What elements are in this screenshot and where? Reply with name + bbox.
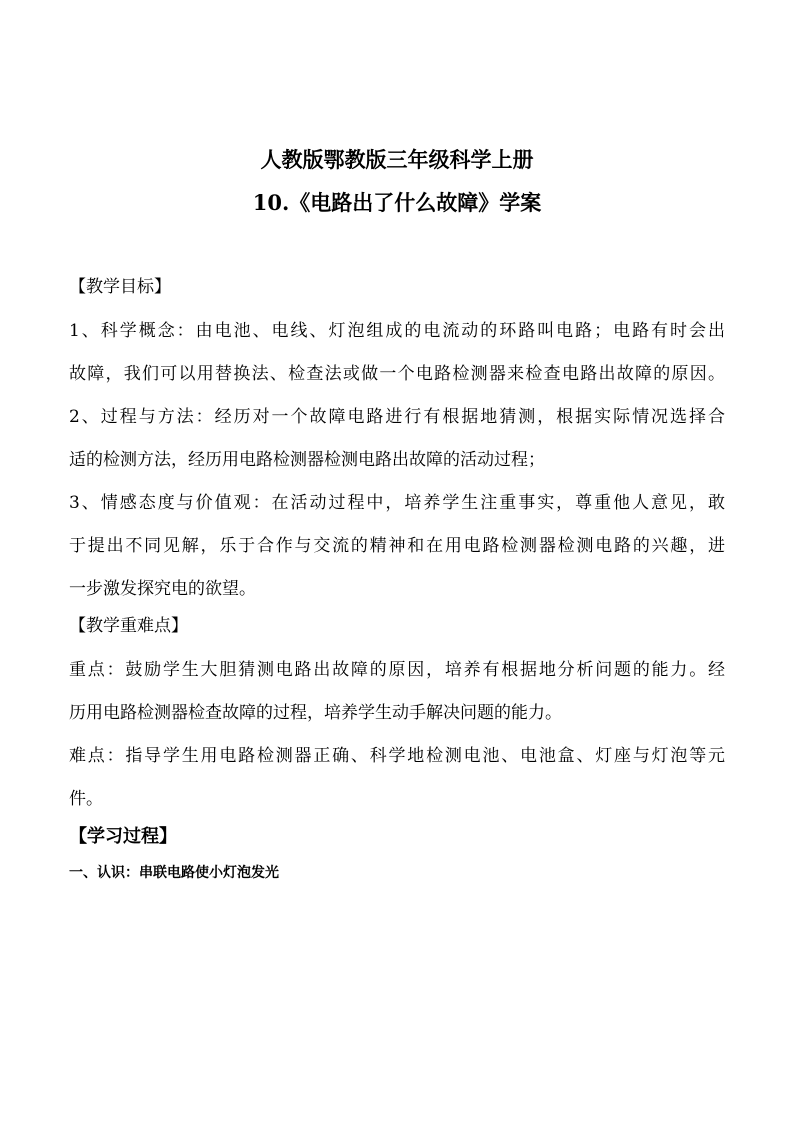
process-heading: 【学习过程】	[69, 826, 177, 847]
objectives-line: 于提出不同见解，乐于合作与交流的精神和在用电路检测器检测电路的兴趣，进	[69, 536, 725, 556]
objectives-line: 1、科学概念：由电池、电线、灯泡组成的电流动的环路叫电路；电路有时会出	[69, 321, 725, 341]
objectives-heading: 【教学目标】	[69, 277, 171, 297]
objectives-line: 一步激发探究电的欲望。	[69, 579, 256, 599]
objectives-line: 3、情感态度与价值观：在活动过程中，培养学生注重事实，尊重他人意见，敢	[69, 493, 725, 513]
key-points-heading: 【教学重难点】	[69, 616, 188, 636]
key-points-line: 重点：鼓励学生大胆猜测电路出故障的原因，培养有根据地分析问题的能力。经	[69, 660, 725, 680]
objectives-line: 适的检测方法，经历用电路检测器检测电路出故障的活动过程；	[69, 450, 545, 470]
document-title: 人教版鄂教版三年级科学上册	[260, 147, 534, 172]
objectives-line: 2、过程与方法：经历对一个故障电路进行有根据地猜测，根据实际情况选择合	[69, 407, 725, 427]
key-points-line: 历用电路检测器检查故障的过程，培养学生动手解决问题的能力。	[69, 703, 562, 723]
key-points-line: 难点：指导学生用电路检测器正确、科学地检测电池、电池盒、灯座与灯泡等元	[69, 746, 725, 766]
document-subtitle: 10.《电路出了什么故障》学案	[252, 190, 542, 215]
objectives-line: 故障，我们可以用替换法、检查法或做一个电路检测器来检查电路出故障的原因。	[69, 364, 725, 384]
key-points-line: 件。	[69, 789, 103, 809]
process-subheading: 一、认识：串联电路使小灯泡发光	[69, 865, 279, 881]
